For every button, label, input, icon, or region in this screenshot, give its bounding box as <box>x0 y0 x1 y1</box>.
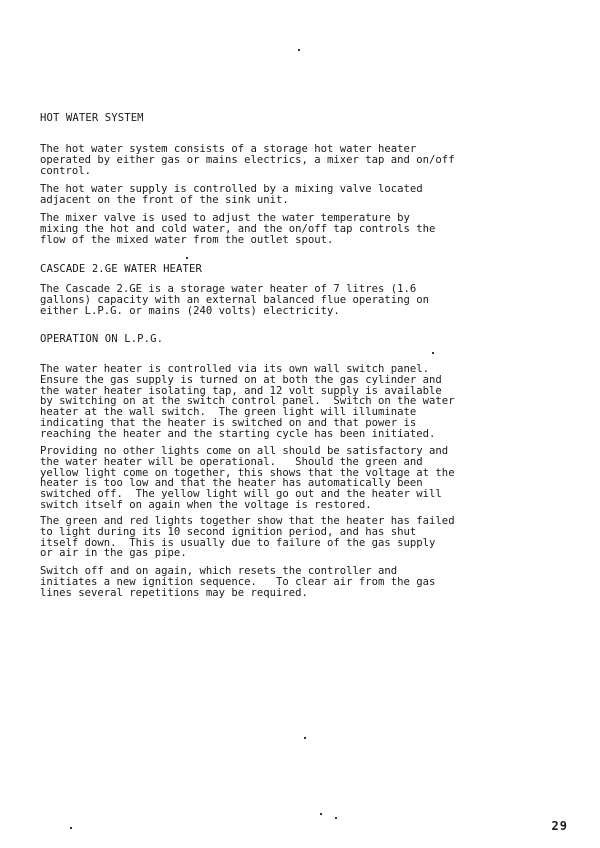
scan-speck <box>70 827 72 829</box>
paragraph-green-yellow-lights: Providing no other lights come on all should be satisfactory and the water heater will be operational. Should the green and yellow light come on together, this shows that the voltage at the heater is too low and that the heater has automatically been switched off. The yellow light will go out and the heater will switch itself on again when the voltage is restored. <box>40 445 455 511</box>
scan-speck <box>298 49 300 51</box>
section-heading-lpg-operation: OPERATION ON L.P.G. <box>40 333 164 345</box>
scan-speck <box>320 813 322 815</box>
scan-speck <box>432 352 434 354</box>
section-heading-hot-water: HOT WATER SYSTEM <box>40 112 144 124</box>
paragraph-mixing-valve: The hot water supply is controlled by a mixing valve located adjacent on the front of the sink unit. <box>40 183 423 206</box>
scan-speck <box>335 817 337 819</box>
paragraph-mixer-valve-usage: The mixer valve is used to adjust the water temperature by mixing the hot and cold water, and the on/off tap controls the flow of the mixed water from the outlet spout. <box>40 212 436 246</box>
paragraph-lpg-start: The water heater is controlled via its own wall switch panel. Ensure the gas supply is turned on at both the gas cylinder and the water heater isolating tap, and 12 volt supply is available by switching on at the switch control panel. Switch on the water heater at the wall switch. The green light will illuminate indicating that the heater is switched on and that power is reaching the heater and the starting cycle has been initiated. <box>40 363 455 440</box>
section-heading-cascade: CASCADE 2.GE WATER HEATER <box>40 263 202 275</box>
paragraph-system-description: The hot water system consists of a storage hot water heater operated by either gas or mains electrics, a mixer tap and on/off control. <box>40 143 455 177</box>
page-number: 29 <box>551 819 568 834</box>
scan-speck <box>304 737 306 739</box>
scan-speck <box>186 257 188 259</box>
paragraph-green-red-lights: The green and red lights together show that the heater has failed to light during its 10 second ignition period, and has shut itself down. This is usually due to failure of the gas supply or air in the gas pipe. <box>40 515 455 560</box>
paragraph-cascade-description: The Cascade 2.GE is a storage water heater of 7 litres (1.6 gallons) capacity with an external balanced flue operating on either L.P.G. or mains (240 volts) electricity. <box>40 283 430 317</box>
paragraph-reset-sequence: Switch off and on again, which resets the controller and initiates a new ignition sequence. To clear air from the gas lines several repetitions may be required. <box>40 565 436 599</box>
